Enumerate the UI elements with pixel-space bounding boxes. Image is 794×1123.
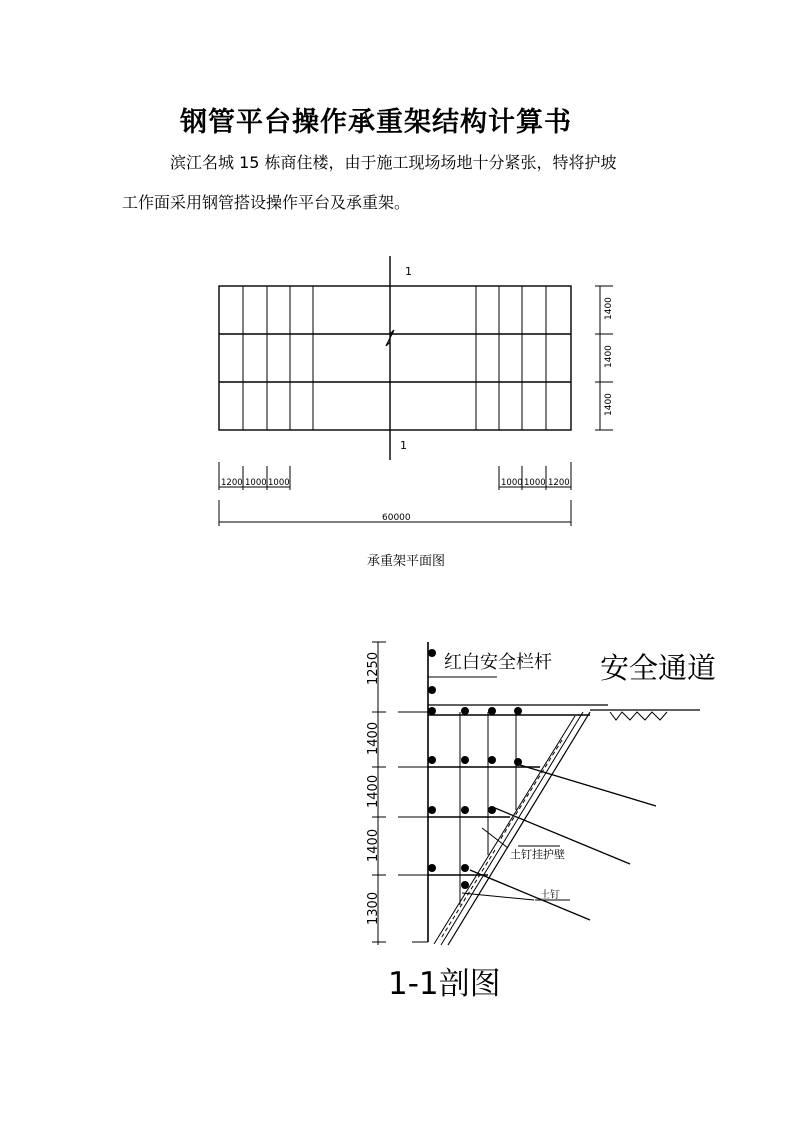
page-title: 钢管平台操作承重架结构计算书 [180,107,572,138]
label-passage: 安全通道 [600,651,717,685]
section-dim-2: 1400 [366,721,381,755]
section-mark-top: 1 [405,265,412,278]
plan-total-dim: 60000 [382,513,411,523]
plan-rightb-dim-1: 1000 [501,478,523,488]
section-view [372,642,700,945]
plan-left-dim-1: 1200 [221,478,243,488]
slope-line [448,712,590,945]
section-caption: 1-1剖图 [388,966,501,1002]
paragraph-line-1: 滨江名城 15 栋商住楼，由于施工现场场地十分紧张，特将护坡 [170,153,617,172]
plan-right-dim-1: 1400 [604,297,614,320]
label-nail: 土钉 [540,890,560,901]
paragraph-line-2: 工作面采用钢管搭设操作平台及承重架。 [122,193,411,212]
plan-rightb-dim-2: 1000 [524,478,546,488]
plan-rightb-dim-3: 1200 [548,478,570,488]
plan-right-dim-2: 1400 [604,345,614,368]
plan-labels [221,265,614,569]
railing-dot [428,649,436,657]
soil-nail-3 [470,870,590,920]
soil-nail-1 [520,765,656,806]
plan-left-dim-3: 1000 [268,478,290,488]
section-dim-5: 1300 [366,891,381,925]
plan-caption: 承重架平面图 [367,554,446,569]
section-dim-4: 1400 [366,828,381,862]
section-dim-3: 1400 [366,774,381,808]
plan-left-dim-2: 1000 [245,478,267,488]
section-dots [428,649,522,889]
label-railing: 红白安全栏杆 [444,652,552,673]
label-wall: 土钉挂护壁 [510,848,565,861]
section-dim-1: 1250 [366,651,381,685]
plan-outline [219,286,571,430]
plan-right-dim-3: 1400 [604,393,614,416]
section-mark-bottom: 1 [400,439,407,452]
